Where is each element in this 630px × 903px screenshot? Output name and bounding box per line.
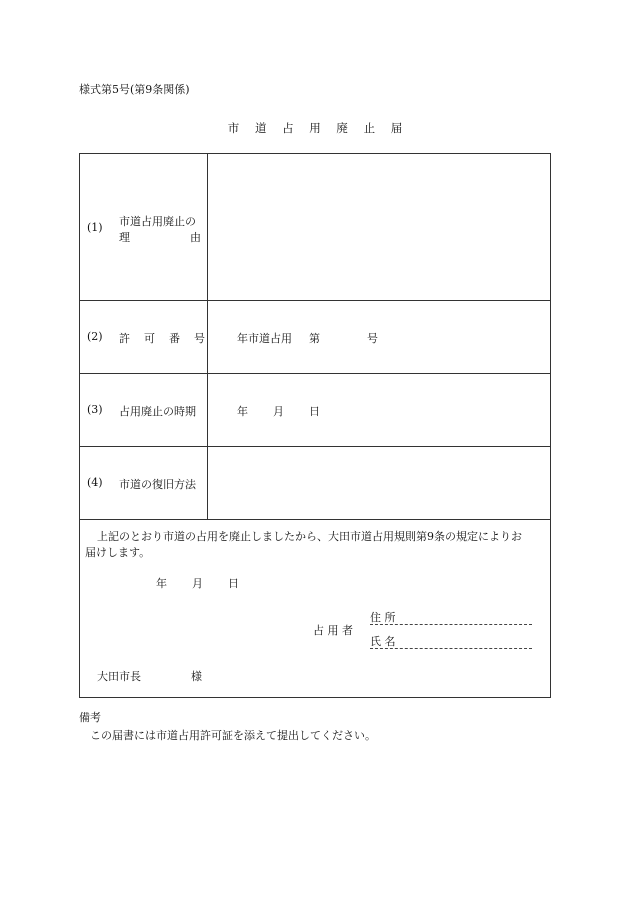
honorific-label: 様	[191, 670, 202, 683]
row-1-label-line2-right: 由	[190, 231, 201, 244]
document-title	[0, 120, 630, 136]
row-4-label: 市道の復旧方法	[119, 478, 196, 491]
title-char: 届	[390, 121, 403, 135]
form-table	[79, 153, 551, 698]
row-2-label-char: 許	[119, 332, 130, 345]
title-char: 廃	[336, 121, 348, 135]
title-char: 占	[282, 121, 294, 135]
notes-heading: 備考	[79, 711, 101, 724]
title-char: 道	[254, 121, 267, 135]
submission-day-label: 日	[228, 577, 239, 590]
column-divider	[207, 154, 208, 519]
restoration-method-field[interactable]	[215, 454, 545, 512]
declaration-line-1: 上記のとおり市道の占用を廃止しましたから、大田市道占用規則第9条の規定によりお	[97, 530, 522, 543]
address-underline[interactable]	[370, 624, 532, 625]
permit-year-label: 年市道占用	[237, 332, 292, 345]
title-char: 用	[309, 121, 321, 135]
row-divider	[80, 519, 550, 520]
row-2-label	[119, 330, 205, 346]
row-divider	[80, 446, 550, 447]
row-2-label-char: 可	[144, 332, 155, 345]
permit-dai-label: 第	[309, 332, 320, 345]
row-1-label-line2-left: 理	[119, 231, 130, 244]
form-number-header: 様式第5号(第9条関係)	[79, 83, 190, 96]
row-2-label-char: 番	[169, 332, 180, 345]
abolition-reason-field[interactable]	[215, 164, 545, 294]
abolition-year-label: 年	[237, 405, 248, 418]
row-4-number: (4)	[87, 476, 103, 489]
declaration-line-2: 届けします。	[85, 546, 151, 559]
addressee-label: 大田市長	[97, 670, 141, 683]
row-3-number: (3)	[87, 403, 103, 416]
abolition-month-label: 月	[273, 405, 284, 418]
submission-month-label: 月	[192, 577, 203, 590]
name-label: 氏 名	[370, 635, 396, 648]
row-1-number: (1)	[87, 221, 103, 234]
row-1-label-line1: 市道占用廃止の	[119, 215, 196, 228]
name-underline[interactable]	[370, 648, 532, 649]
title-char: 止	[363, 121, 376, 135]
occupant-label: 占 用 者	[313, 624, 353, 637]
address-label: 住 所	[370, 611, 396, 624]
abolition-day-label: 日	[309, 405, 320, 418]
row-divider	[80, 373, 550, 374]
permit-go-label: 号	[367, 332, 378, 345]
submission-year-label: 年	[156, 577, 167, 590]
row-2-label-char: 号	[194, 332, 205, 345]
title-char: 市	[227, 121, 240, 135]
row-divider	[80, 300, 550, 301]
row-3-label: 占用廃止の時期	[119, 405, 196, 418]
row-2-number: (2)	[87, 330, 103, 343]
notes-text: この届書には市道占用許可証を添えて提出してください。	[90, 729, 376, 742]
